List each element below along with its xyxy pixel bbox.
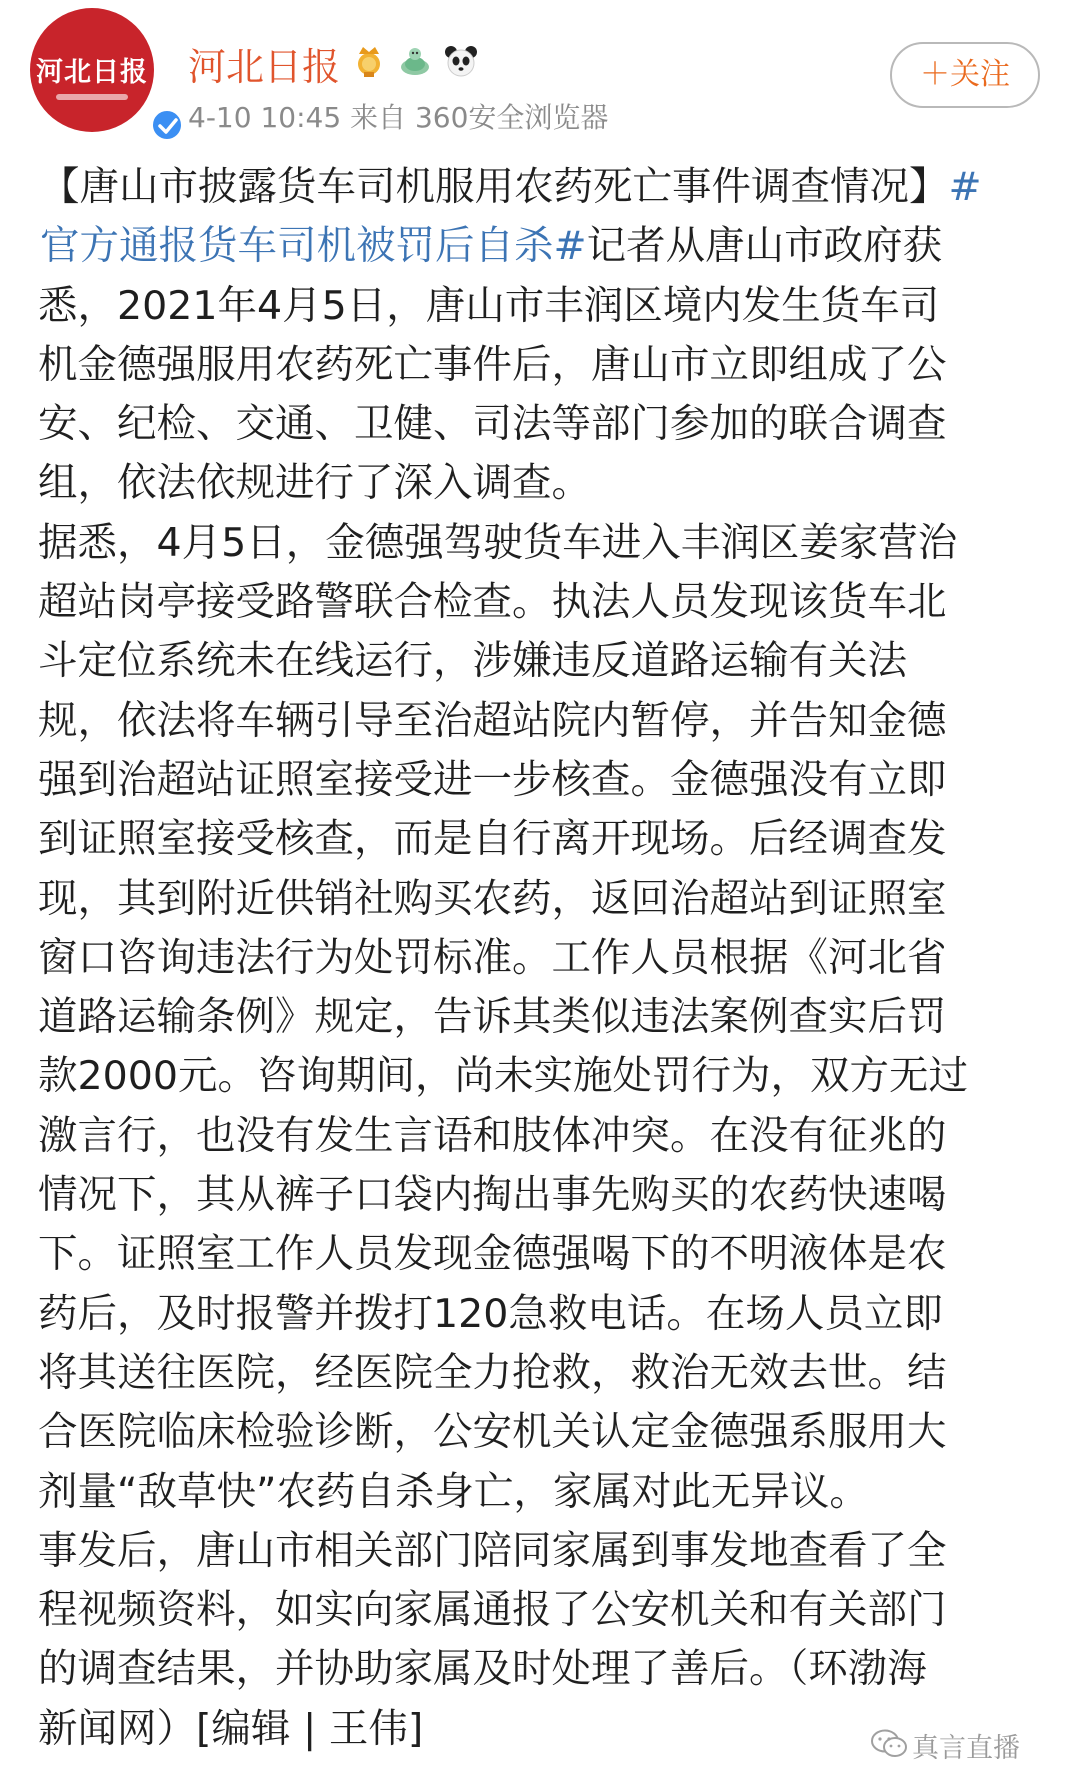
- post-text-line: [0, 514, 1080, 573]
- wechat-logo-icon: [870, 1728, 908, 1760]
- post-text-line: [0, 277, 1080, 336]
- post-text-line: [0, 751, 1080, 810]
- post-text-line: [0, 870, 1080, 929]
- topic-hashtag-link[interactable]: #: [948, 164, 982, 210]
- post-text-line: [0, 1581, 1080, 1640]
- watermark: [912, 1726, 1020, 1766]
- crown-medal-icon: [350, 42, 388, 80]
- follow-button[interactable]: ＋关注: [890, 42, 1040, 108]
- post-text: 道路运输条例》规定，告诉其类似违法案例查实后罚: [38, 994, 947, 1041]
- post-text-line: [0, 454, 1080, 513]
- post-text-line: [0, 395, 1080, 454]
- post-text-line: [0, 1107, 1080, 1166]
- post-text: 事发后，唐山市相关部门陪同家属到事发地查看了全: [38, 1527, 947, 1574]
- watermark-text: 真言直播: [912, 1733, 1020, 1764]
- post-text-line: [0, 336, 1080, 395]
- avatar-logo-subline: [56, 94, 128, 100]
- post-text: 到证照室接受核查，而是自行离开现场。后经调查发: [38, 816, 947, 863]
- post-text-line: [0, 573, 1080, 632]
- post-text: 窗口咨询违法行为处罚标准。工作人员根据《河北省: [38, 934, 947, 981]
- post-text-line: [0, 810, 1080, 869]
- topic-hashtag-link[interactable]: 官方通报货车司机被罚后自杀#: [40, 223, 587, 270]
- post-text: 激言行，也没有发生言语和肢体冲突。在没有征兆的: [38, 1112, 947, 1159]
- post-text: 药后，及时报警并拨打120急救电话。在场人员立即: [38, 1290, 943, 1337]
- post-text: 新闻网）[编辑 | 王伟]: [38, 1705, 424, 1752]
- post-text: 据悉，4月5日，金德强驾驶货车进入丰润区姜家营治: [38, 519, 958, 566]
- post-text-line: [0, 1166, 1080, 1225]
- post-header: [0, 0, 1080, 160]
- panda-icon: [442, 42, 480, 80]
- post-text: 【唐山市披露货车司机服用农药死亡事件调查情况】: [40, 164, 949, 210]
- post-text: 情况下，其从裤子口袋内掏出事先购买的农药快速喝: [38, 1172, 947, 1219]
- post-text-line: [0, 1640, 1080, 1699]
- post-text: 剂量“敌草快”农药自杀身亡，家属对此无异议。: [38, 1468, 869, 1515]
- post-text-line: [0, 632, 1080, 691]
- post-text-line: [0, 1463, 1080, 1522]
- post-text: 组，依法依规进行了深入调查。: [38, 460, 591, 507]
- post-text: 超站岗亭接受路警联合检查。执法人员发现该货车北: [38, 579, 947, 626]
- post-text: 悉，2021年4月5日，唐山市丰润区境内发生货车司: [38, 282, 940, 329]
- post-text: 强到治超站证照室接受进一步核查。金德强没有立即: [38, 756, 947, 803]
- post-text: 程视频资料，如实向家属通报了公安机关和有关部门: [38, 1587, 947, 1634]
- post-text-line: [0, 929, 1080, 988]
- avatar[interactable]: [30, 8, 154, 132]
- post-text: 安、纪检、交通、卫健、司法等部门参加的联合调查: [38, 401, 947, 448]
- post-text: 款2000元。咨询期间，尚未实施处罚行为，双方无过: [38, 1053, 969, 1100]
- post-text-line: [0, 988, 1080, 1047]
- verified-badge-icon: [150, 108, 184, 142]
- avatar-logo-text: 河北日报: [36, 57, 148, 88]
- post-text-line: [0, 217, 1080, 276]
- post-text: 机金德强服用农药死亡事件后，唐山市立即组成了公: [38, 341, 947, 388]
- post-text-line: [0, 158, 1080, 217]
- post-text: 下。证照室工作人员发现金德强喝下的不明液体是农: [38, 1231, 947, 1278]
- post-text: 将其送往医院，经医院全力抢救，救治无效去世。结: [38, 1349, 947, 1396]
- post-text: 现，其到附近供销社购买农药，返回治超站到证照室: [38, 875, 947, 922]
- post-text: 斗定位系统未在线运行，涉嫌违反道路运输有关法: [38, 638, 907, 685]
- post-text-line: [0, 1522, 1080, 1581]
- post-text: 记者从唐山市政府获: [586, 223, 943, 270]
- account-name[interactable]: 河北日报: [188, 45, 341, 89]
- post-text-line: [0, 1344, 1080, 1403]
- post-content: [0, 158, 1080, 1759]
- post-text: 合医院临床检验诊断，公安机关认定金德强系服用大: [38, 1409, 947, 1456]
- post-text-line: [0, 1285, 1080, 1344]
- green-turtle-icon: [396, 42, 434, 80]
- post-text: 的调查结果，并协助家属及时处理了善后。（环渤海: [38, 1646, 927, 1693]
- post-text-line: [0, 1403, 1080, 1462]
- post-meta: 4-10 10:45 来自 360安全浏览器: [188, 101, 609, 134]
- user-badges: [350, 42, 480, 82]
- post-text-line: [0, 1047, 1080, 1106]
- post-text: 规，依法将车辆引导至治超站院内暂停，并告知金德: [38, 697, 947, 744]
- post-text-line: [0, 692, 1080, 751]
- post-text-line: [0, 1225, 1080, 1284]
